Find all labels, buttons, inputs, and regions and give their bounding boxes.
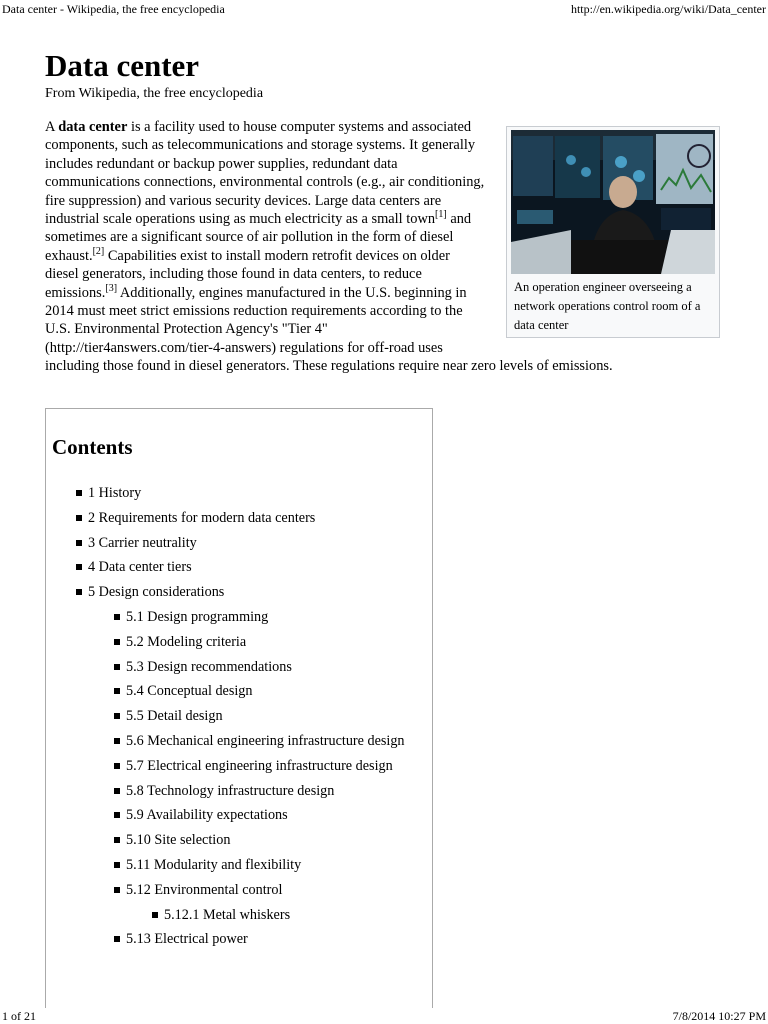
- toc-item-label[interactable]: 5.6 Mechanical engineering infrastructure design: [126, 732, 405, 749]
- toc-item-label[interactable]: 5.1 Design programming: [126, 608, 269, 625]
- table-of-contents: [45, 408, 433, 1008]
- square-bullet-icon: [114, 862, 120, 868]
- print-url: http://en.wikipedia.org/wiki/Data_center: [570, 2, 766, 16]
- toc-item-label[interactable]: 5.8 Technology infrastructure design: [126, 782, 335, 799]
- toc-item-label[interactable]: 3 Carrier neutrality: [88, 534, 197, 551]
- square-bullet-icon: [152, 912, 158, 918]
- square-bullet-icon: [114, 763, 120, 769]
- toc-heading: Contents: [52, 435, 133, 459]
- lead-text-4: Capabilities exist to install modern retrofit devices on older diesel generators, including those found in data centers, to reduce emissions.: [45, 247, 450, 301]
- toc-item-label[interactable]: 5.12.1 Metal whiskers: [164, 906, 291, 923]
- toc-item-label[interactable]: 1 History: [88, 485, 142, 501]
- lead-paragraph: [45, 118, 725, 376]
- reference-2[interactable]: [2]: [92, 246, 105, 258]
- toc-item-label[interactable]: 5.2 Modeling criteria: [126, 633, 247, 650]
- lead-text-2: is a facility used to house computer systems and associated components, such as telecommunications and storage systems. It generally includes redundant or backup power supplies, redundant data communications connections, environmental controls (e.g., air conditioning, fire suppression) and various security devices. Large data centers are industrial scale operations using as much electricity as a small town: [45, 119, 485, 228]
- print-datetime: 7/8/2014 10:27 PM: [672, 1009, 766, 1023]
- square-bullet-icon: [76, 515, 82, 521]
- square-bullet-icon: [114, 788, 120, 794]
- reference-1[interactable]: [1]: [435, 209, 447, 221]
- lead-term: data center: [58, 119, 128, 135]
- toc-item-label[interactable]: 2 Requirements for modern data centers: [88, 509, 316, 526]
- toc-item-label[interactable]: 5.7 Electrical engineering infrastructure design: [126, 757, 393, 774]
- square-bullet-icon: [114, 837, 120, 843]
- lead-text-3: and sometimes are a significant source of air pollution in the form of diesel exhaust.: [45, 211, 472, 264]
- toc-item-label[interactable]: 5 Design considerations: [88, 584, 225, 601]
- toc-item-label[interactable]: 4 Data center tiers: [88, 559, 192, 576]
- article-title: Data center: [45, 48, 200, 83]
- toc-item-label[interactable]: 5.5 Detail design: [126, 708, 223, 725]
- lead-text-1: A: [45, 119, 59, 135]
- square-bullet-icon: [76, 564, 82, 570]
- toc-item-label[interactable]: 5.9 Availability expectations: [126, 807, 288, 824]
- toc-item-label[interactable]: 5.3 Design recommendations: [126, 658, 292, 675]
- square-bullet-icon: [114, 639, 120, 645]
- square-bullet-icon: [76, 540, 82, 546]
- square-bullet-icon: [114, 936, 120, 942]
- square-bullet-icon: [114, 713, 120, 719]
- square-bullet-icon: [114, 688, 120, 694]
- square-bullet-icon: [114, 614, 120, 620]
- toc-item-label[interactable]: 5.10 Site selection: [126, 832, 231, 849]
- square-bullet-icon: [76, 589, 82, 595]
- print-page-title: Data center - Wikipedia, the free encyclopedia: [2, 2, 225, 16]
- toc-item-label[interactable]: 5.4 Conceptual design: [126, 683, 253, 700]
- thumbnail-caption: An operation engineer overseeing a network operations control room of a data center: [514, 280, 701, 332]
- print-header: [0, 0, 768, 18]
- toc-item-label[interactable]: 5.13 Electrical power: [126, 931, 248, 948]
- square-bullet-icon: [114, 887, 120, 893]
- square-bullet-icon: [114, 664, 120, 670]
- article-tagline: From Wikipedia, the free encyclopedia: [45, 86, 264, 101]
- reference-3[interactable]: [3]: [105, 282, 118, 294]
- toc-item-label[interactable]: 5.11 Modularity and flexibility: [126, 856, 302, 873]
- square-bullet-icon: [114, 738, 120, 744]
- lead-text-5: Additionally, engines manufactured in the U.S. beginning in 2014 must meet strict emissions reduction requirements according to the U.S. Environmental Protection Agency's "Tier 4" (http://tier4answers.com/tier-4-answers) regulations for off-road uses including those found in diesel generators. These regulations require near zero levels of emissions.: [45, 284, 613, 375]
- print-page-count: 1 of 21: [2, 1009, 36, 1023]
- print-footer: [0, 1008, 768, 1024]
- square-bullet-icon: [76, 490, 82, 496]
- square-bullet-icon: [114, 812, 120, 818]
- toc-item-label[interactable]: 5.12 Environmental control: [126, 881, 283, 898]
